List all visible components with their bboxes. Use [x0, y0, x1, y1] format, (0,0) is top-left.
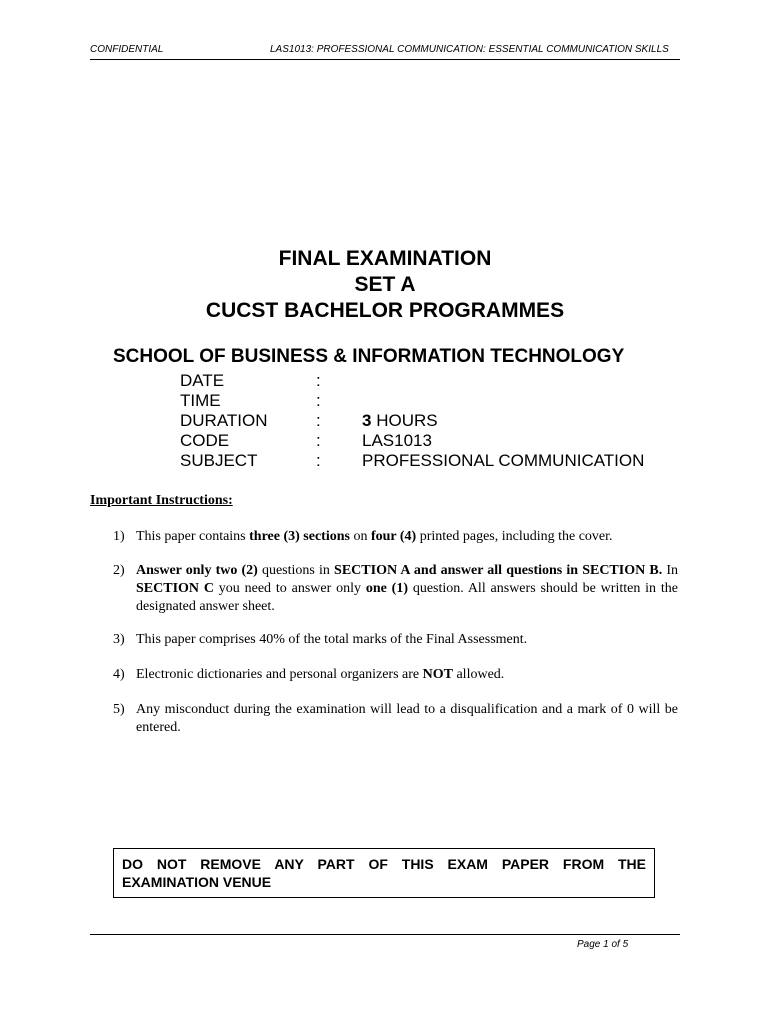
text-run-bold: NOT — [422, 667, 453, 682]
page-header — [90, 43, 680, 60]
duration-number: 3 — [362, 411, 372, 430]
info-value — [362, 411, 438, 431]
instruction-item — [113, 666, 678, 684]
notice-text: DO NOT REMOVE ANY PART OF THIS EXAM PAPER FROM THE EXAMINATION VENUE — [122, 856, 646, 890]
text-run-bold: three (3) sections — [249, 529, 350, 544]
instruction-item — [113, 528, 678, 546]
info-colon: : — [316, 411, 321, 430]
instruction-text — [136, 528, 678, 546]
instruction-number: 5) — [113, 702, 125, 717]
info-colon: : — [316, 371, 321, 390]
text-run: In — [662, 563, 679, 578]
course-header-title: LAS1013: PROFESSIONAL COMMUNICATION: ESSENTIAL COMMUNICATION SKILLS — [270, 44, 669, 55]
info-colon: : — [316, 431, 321, 450]
text-run: Electronic dictionaries and personal organizers are — [136, 667, 423, 682]
text-run: Any misconduct during the examination will lead to a disqualification and a mark of 0 will be entered. — [136, 702, 678, 735]
text-run-bold: four (4) — [370, 529, 417, 544]
text-run: printed pages, including the cover. — [416, 529, 613, 544]
footer-divider — [90, 934, 680, 935]
page-number: Page 1 of 5 — [577, 939, 629, 950]
instruction-text — [136, 562, 678, 616]
info-label: DATE — [180, 371, 225, 390]
text-run: question. All answers should be written in the designated answer sheet. — [136, 581, 678, 614]
text-run-bold: Answer only two (2) — [136, 563, 258, 578]
duration-unit: HOURS — [371, 411, 438, 430]
notice-box — [113, 848, 655, 898]
text-run: allowed. — [452, 667, 505, 682]
exam-programme: CUCST BACHELOR PROGRAMMES — [205, 299, 565, 322]
text-run: This paper comprises 40% of the total marks of the Final Assessment. — [136, 632, 528, 647]
school-name: SCHOOL OF BUSINESS & INFORMATION TECHNOLOGY — [113, 346, 625, 367]
instruction-item — [113, 562, 678, 616]
text-run-bold: one (1) — [365, 581, 408, 596]
exam-title: FINAL EXAMINATION — [278, 247, 492, 270]
text-run-bold: SECTION A and answer all questions in SECTION B. — [334, 563, 663, 578]
text-run: on — [349, 529, 371, 544]
confidential-label: CONFIDENTIAL — [90, 44, 164, 55]
text-run: you need to answer only — [213, 581, 366, 596]
instruction-text — [136, 701, 678, 737]
info-label: TIME — [180, 391, 221, 410]
instruction-text — [136, 631, 678, 649]
instruction-number: 2) — [113, 563, 125, 578]
info-value: PROFESSIONAL COMMUNICATION — [362, 451, 645, 470]
instruction-item — [113, 631, 678, 649]
instructions-heading: Important Instructions: — [90, 493, 233, 508]
info-colon: : — [316, 391, 321, 410]
text-run-bold: SECTION C — [136, 581, 214, 596]
info-colon: : — [316, 451, 321, 470]
instruction-number: 3) — [113, 632, 125, 647]
info-label: DURATION — [180, 411, 268, 430]
text-run: This paper contains — [136, 529, 250, 544]
info-value: LAS1013 — [362, 431, 432, 450]
text-run: questions in — [257, 563, 335, 578]
exam-set: SET A — [354, 273, 416, 296]
instruction-text — [136, 666, 678, 684]
instruction-number: 1) — [113, 529, 125, 544]
instruction-number: 4) — [113, 667, 125, 682]
info-label: SUBJECT — [180, 451, 258, 470]
instruction-item — [113, 701, 678, 737]
info-label: CODE — [180, 431, 230, 450]
